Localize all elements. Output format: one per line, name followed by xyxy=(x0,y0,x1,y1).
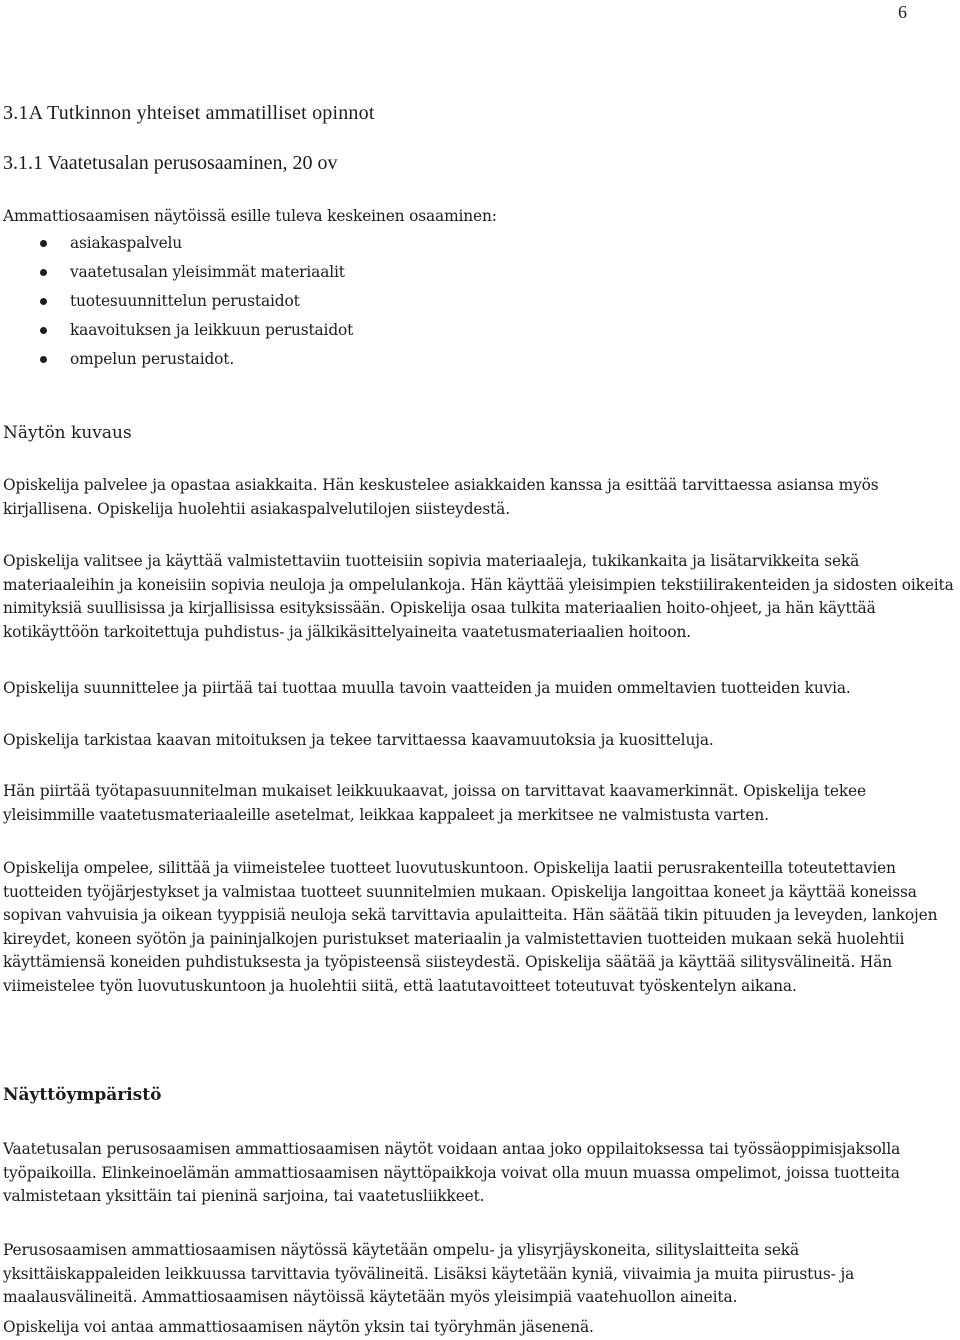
bullet-icon xyxy=(40,269,47,276)
section-heading-3-1a: 3.1A Tutkinnon yhteiset ammatilliset opinnot xyxy=(3,102,375,124)
nayttoymparisto-paragraph-2: Perusosaamisen ammattiosaamisen näytössä käytetään ompelu- ja ylisyrjäyskoneita, silityslaitteita sekä yksittäiskappaleiden leikkuussa tarvittavia työvälineitä. Lisäksi käytetään kyniä, viivaimia ja muita piirustus- ja maalausvälineitä. Ammattiosaamisen näytöissä käytetään myös yleisimpiä vaatehuollon aineita. xyxy=(3,1241,855,1306)
bullet-icon xyxy=(40,240,47,247)
naytonkuvaus-paragraph-5: Hän piirtää työtapasuunnitelman mukaiset leikkuukaavat, joissa on tarvittavat kaavamerkinnät. Opiskelija tekee yleisimmille vaatetusmateriaaleille asetelmat, leikkaa kappaleet ja merkitsee ne valmistusta varten. xyxy=(3,782,866,824)
naytonkuvaus-paragraph-4: Opiskelija tarkistaa kaavan mitoituksen ja tekee tarvittaessa kaavamuutoksia ja kuositteluja. xyxy=(3,731,714,749)
list-item xyxy=(0,290,353,319)
list-item-text: kaavoituksen ja leikkuun perustaidot xyxy=(70,321,354,339)
bullet-icon xyxy=(40,298,47,305)
list-item-text: vaatetusalan yleisimmät materiaalit xyxy=(70,263,345,281)
list-item xyxy=(0,232,353,261)
naytonkuvaus-paragraph-6: Opiskelija ompelee, silittää ja viimeistelee tuotteet luovutuskuntoon. Opiskelija laatii perusrakenteilla toteutettavien tuotteiden työjärjestykset ja valmistaa tuotteet suunnitelmien mukaan. Opiskelija langoittaa koneet ja käyttää koneissa sopivan vahvuisia ja oikean tyyppisiä neuloja sekä tarvittavia apulaitteita. Hän säätää tikin pituuden ja leveyden, lankojen kireydet, koneen syötön ja paininjalkojen puristukset materiaalin ja valmistettavien tuotteiden mukaan sekä huolehtii käyttämiensä koneiden puhdistuksesta ja työpisteensä siisteydestä. Opiskelija säätää ja käyttää silitysvälineitä. Hän viimeistelee työn luovutuskuntoon ja huolehtii siitä, että laatutavoitteet toteutuvat työskentelyn aikana. xyxy=(3,859,938,995)
list-item xyxy=(0,348,353,377)
competence-list xyxy=(0,232,353,377)
naytonkuvaus-heading: Näytön kuvaus xyxy=(3,423,132,443)
list-item-text: tuotesuunnittelun perustaidot xyxy=(70,292,300,310)
list-item xyxy=(0,319,353,348)
nayttoymparisto-paragraph-3: Opiskelija voi antaa ammattiosaamisen näytön yksin tai työryhmän jäsenenä. xyxy=(3,1318,594,1336)
list-item-text: ompelun perustaidot. xyxy=(70,350,235,368)
list-item xyxy=(0,261,353,290)
intro-text: Ammattiosaamisen näytöissä esille tuleva keskeinen osaaminen: xyxy=(3,207,497,225)
list-item-text: asiakaspalvelu xyxy=(70,234,183,252)
naytonkuvaus-paragraph-3: Opiskelija suunnittelee ja piirtää tai tuottaa muulla tavoin vaatteiden ja muiden ommeltavien tuotteiden kuvia. xyxy=(3,679,851,697)
nayttoymparisto-heading: Näyttöympäristö xyxy=(3,1085,162,1105)
page-number: 6 xyxy=(898,2,907,22)
naytonkuvaus-paragraph-2: Opiskelija valitsee ja käyttää valmistettaviin tuotteisiin sopivia materiaaleja, tukikankaita ja lisätarvikkeita sekä materiaaleihin ja koneisiin sopivia neuloja ja ompelulankoja. Hän käyttää yleisimpien tekstiilirakenteiden ja sidosten oikeita nimityksiä suullisissa ja kirjallisissa esityksissään. Opiskelija osaa tulkita materiaalien hoito-ohjeet, ja hän käyttää kotikäyttöön tarkoitettuja puhdistus- ja jälkikäsittelyaineita vaatetusmateriaalien hoitoon. xyxy=(3,552,954,641)
bullet-icon xyxy=(40,327,47,334)
naytonkuvaus-paragraph-1: Opiskelija palvelee ja opastaa asiakkaita. Hän keskustelee asiakkaiden kanssa ja esittää tarvittaessa asiansa myös kirjallisena. Opiskelija huolehtii asiakaspalvelutilojen siisteydestä. xyxy=(3,476,879,518)
nayttoymparisto-paragraph-1: Vaatetusalan perusosaamisen ammattiosaamisen näytöt voidaan antaa joko oppilaitoksessa tai työssäoppimisjaksolla työpaikoilla. Elinkeinoelämän ammattiosaamisen näyttöpaikkoja voivat olla muun muassa ompelimot, joissa tuotteita valmistetaan yksittäin tai pieninä sarjoina, tai vaatetusliikkeet. xyxy=(3,1140,901,1205)
bullet-icon xyxy=(40,356,47,363)
section-heading-3-1-1: 3.1.1 Vaatetusalan perusosaaminen, 20 ov xyxy=(3,152,338,174)
